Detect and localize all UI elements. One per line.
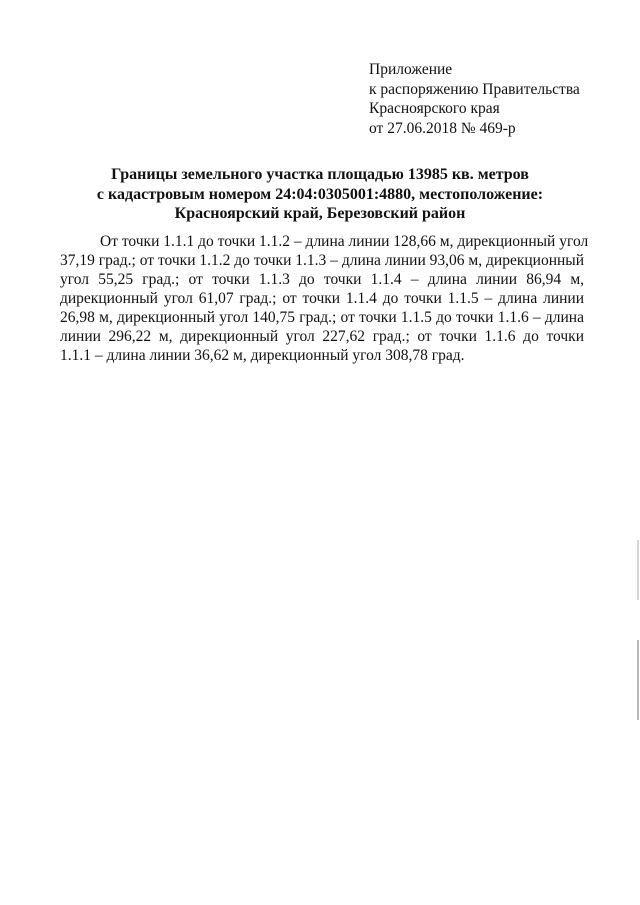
body-line-1: От точки 1.1.1 до точки 1.1.2 – длина линии 128,66 м, дирекционный угол bbox=[100, 233, 589, 250]
title-line-2: с кадастровым номером 24:04:0305001:4880, местоположение: bbox=[96, 185, 544, 203]
body-line-3: угол 55,25 град.; от точки 1.1.3 до точки 1.1.4 – длина линии 86,94 м, bbox=[60, 271, 584, 288]
body-line-6: линии 296,22 м, дирекционный угол 227,62 град.; от точки 1.1.6 до точки bbox=[60, 328, 584, 345]
body-line-5: 26,98 м, дирекционный угол 140,75 град.; от точки 1.1.5 до точки 1.1.6 – длина bbox=[60, 309, 584, 326]
appendix-block bbox=[369, 60, 619, 138]
appendix-heading: Приложение bbox=[369, 61, 453, 78]
body-line-4: дирекционный угол 61,07 град.; от точки 1.1.4 до точки 1.1.5 – длина линии bbox=[60, 290, 584, 307]
boundary-description bbox=[60, 232, 589, 365]
appendix-region: Красноярского края bbox=[369, 100, 500, 117]
scan-edge-mark bbox=[637, 640, 639, 720]
scan-edge-mark bbox=[637, 540, 639, 600]
title-line-1: Границы земельного участка площадью 13985 кв. метров bbox=[111, 166, 529, 183]
body-line-2: 37,19 град.; от точки 1.1.2 до точки 1.1.3 – длина линии 93,06 м, дирекционный bbox=[60, 252, 584, 269]
document-title bbox=[60, 165, 580, 224]
title-line-3: Красноярский край, Березовский район bbox=[174, 205, 466, 222]
appendix-date-number: от 27.06.2018 № 469-р bbox=[369, 119, 516, 137]
appendix-reference: к распоряжению Правительства bbox=[369, 80, 580, 98]
body-line-7: 1.1.1 – длина линии 36,62 м, дирекционный угол 308,78 град. bbox=[60, 347, 465, 364]
